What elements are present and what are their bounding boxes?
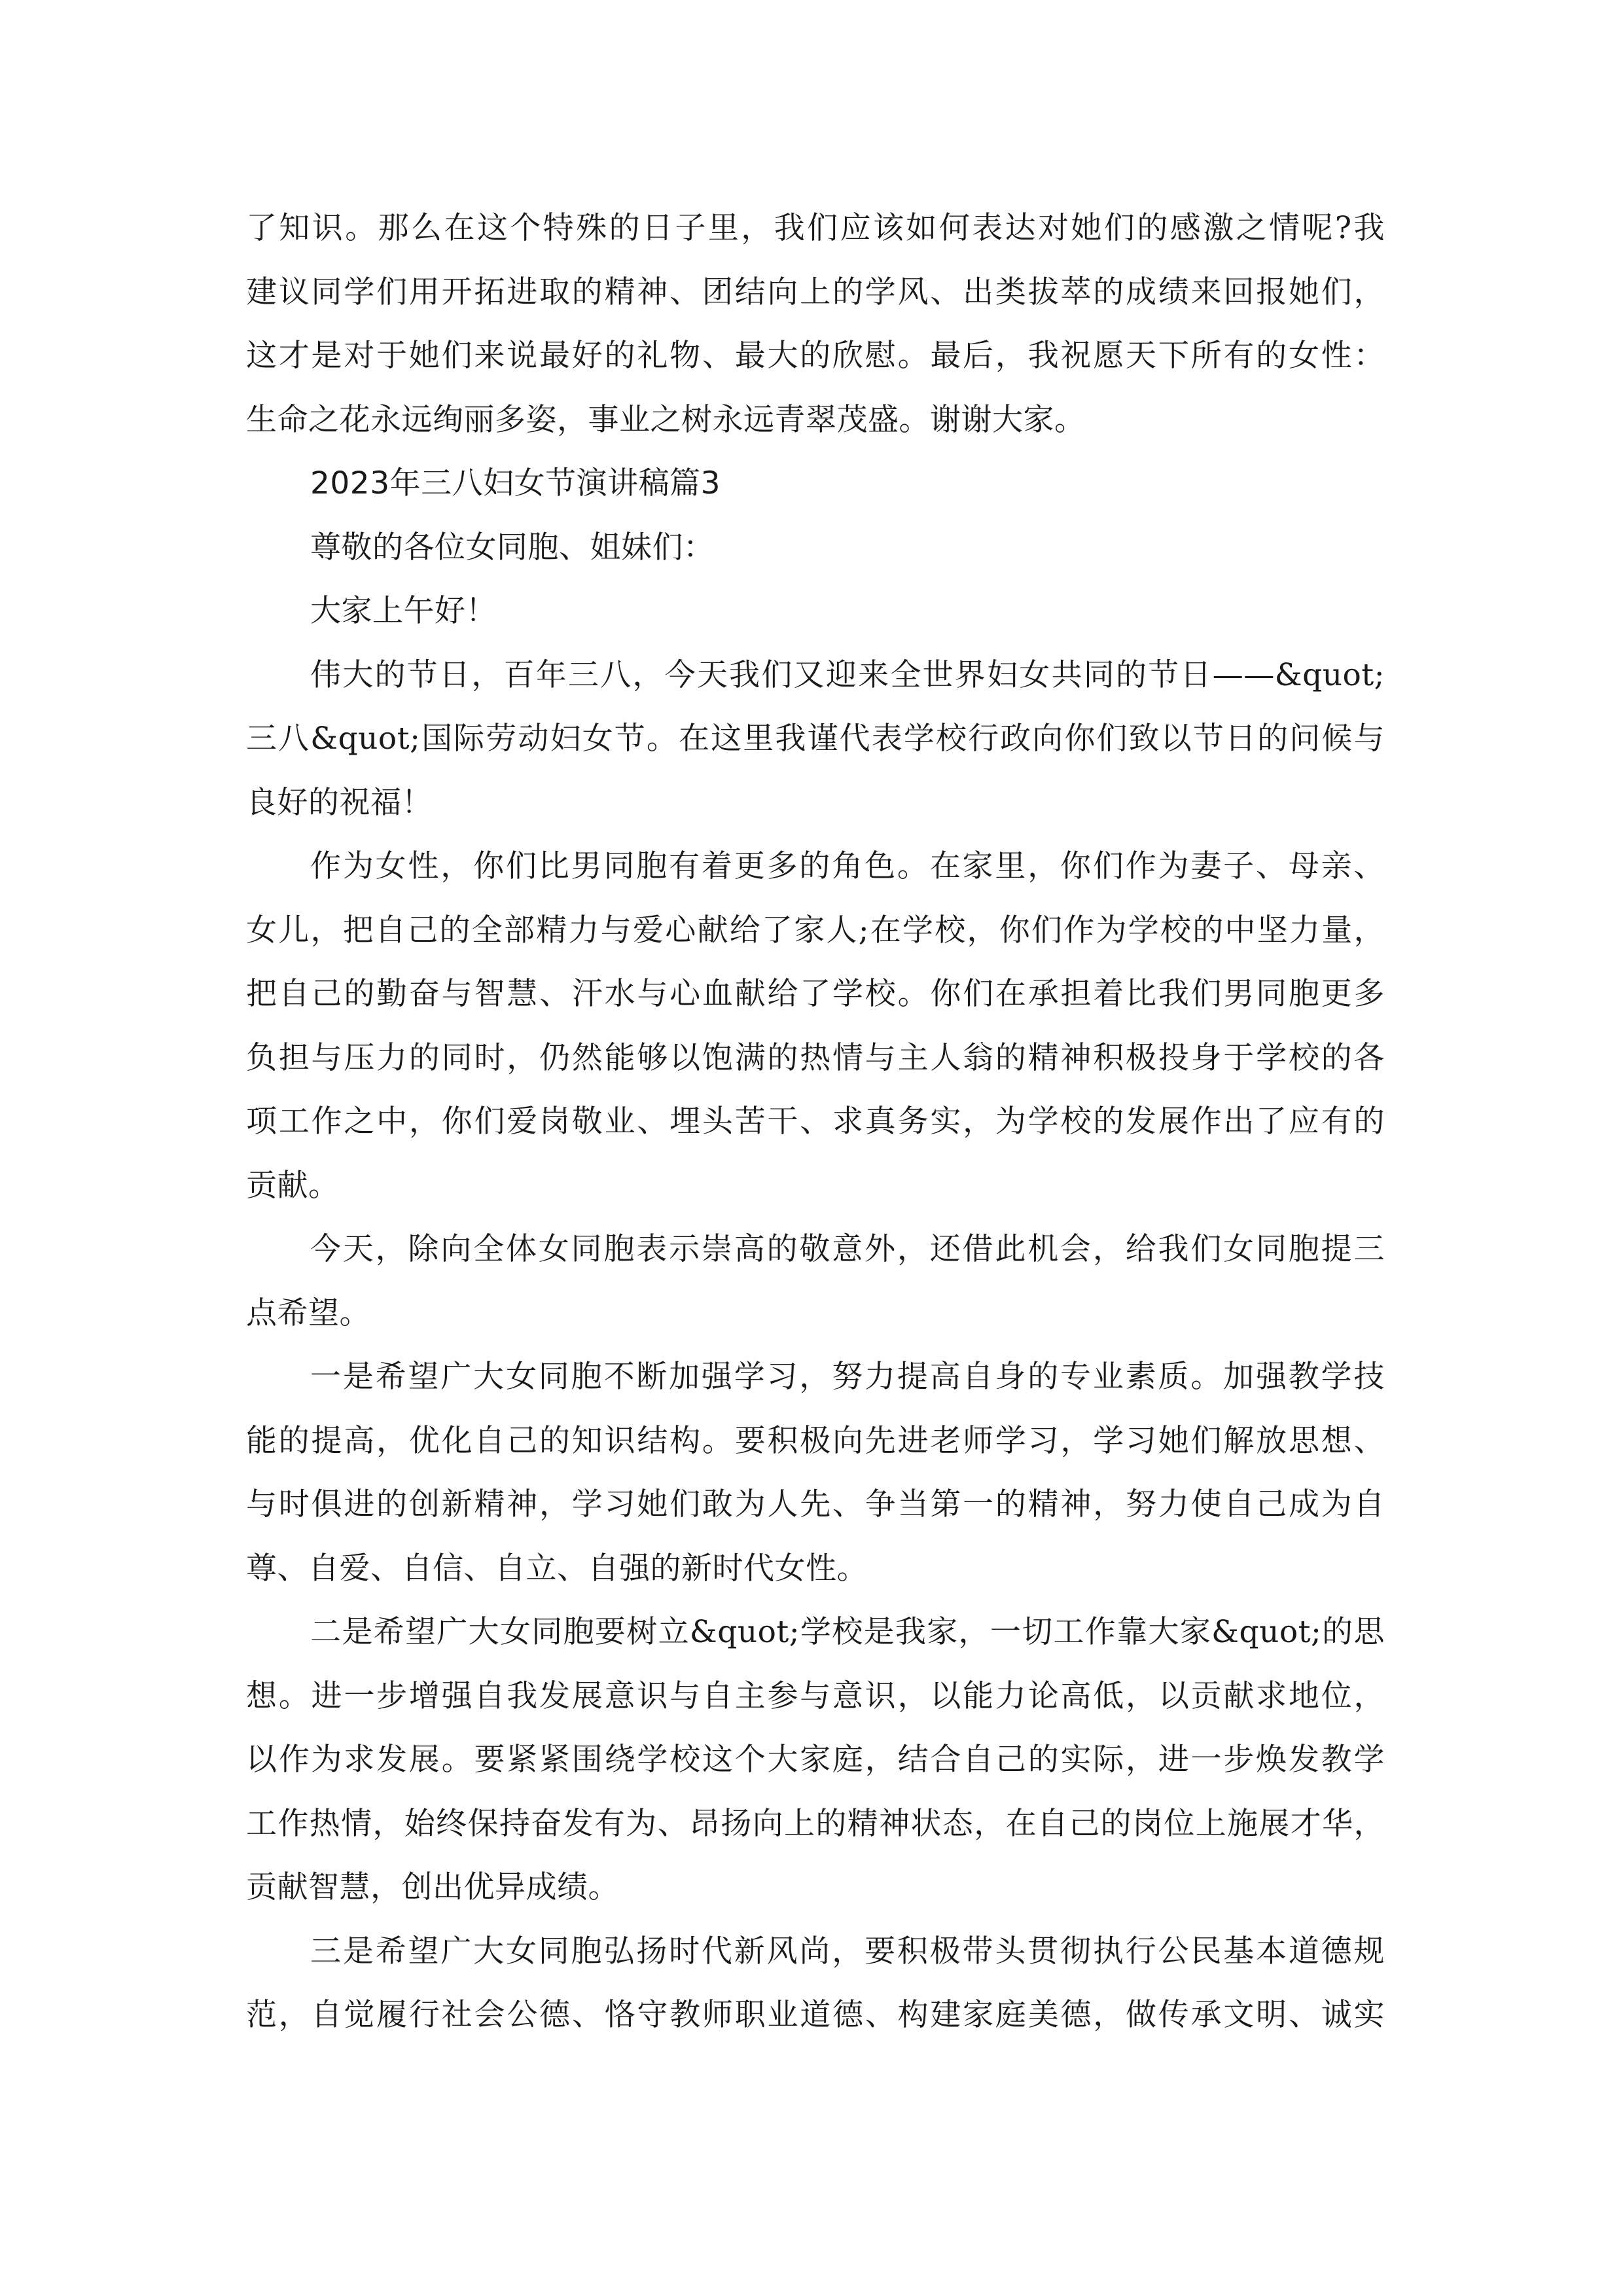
paragraph-line: 与时俱进的创新精神，学习她们敢为人先、争当第一的精神，努力使自己成为自 [246, 1486, 1385, 1522]
paragraph-line: 了知识。那么在这个特殊的日子里，我们应该如何表达对她们的感激之情呢?我 [246, 210, 1385, 246]
greeting: 大家上午好！ [310, 593, 497, 629]
salutation: 尊敬的各位女同胞、姐妹们： [310, 529, 715, 565]
paragraph-line: 这才是对于她们来说最好的礼物、最大的欣慰。最后，我祝愿天下所有的女性： [246, 338, 1385, 374]
paragraph-line: 能的提高，优化自己的知识结构。要积极向先进老师学习，学习她们解放思想、 [246, 1422, 1385, 1459]
paragraph-line: 伟大的节日，百年三八，今天我们又迎来全世界妇女共同的节日——&quot; [310, 656, 1385, 693]
section-heading: 2023年三八妇女节演讲稿篇3 [310, 465, 721, 501]
paragraph-line: 范，自觉履行社会公德、恪守教师职业道德、构建家庭美德，做传承文明、诚实 [246, 1997, 1385, 2033]
paragraph-line: 点希望。 [246, 1295, 370, 1331]
paragraph-line: 尊、自爱、自信、自立、自强的新时代女性。 [246, 1550, 868, 1587]
paragraph-line: 以作为求发展。要紧紧围绕学校这个大家庭，结合自己的实际，进一步焕发教学 [246, 1742, 1385, 1778]
document-page [246, 196, 1385, 2047]
paragraph-line: 贡献智慧，创出优异成绩。 [246, 1869, 619, 1905]
paragraph-line: 二是希望广大女同胞要树立&quot;学校是我家，一切工作靠大家&quot;的思 [310, 1614, 1385, 1650]
paragraph-line: 女儿，把自己的全部精力与爱心献给了家人;在学校，你们作为学校的中坚力量， [246, 912, 1385, 948]
paragraph-line: 作为女性，你们比男同胞有着更多的角色。在家里，你们作为妻子、母亲、 [310, 848, 1385, 884]
paragraph-line: 想。进一步增强自我发展意识与自主参与意识，以能力论高低，以贡献求地位， [246, 1677, 1385, 1714]
paragraph-line: 负担与压力的同时，仍然能够以饱满的热情与主人翁的精神积极投身于学校的各 [246, 1039, 1385, 1076]
paragraph-line: 生命之花永远绚丽多姿，事业之树永远青翠茂盛。谢谢大家。 [246, 401, 1086, 438]
paragraph-line: 今天，除向全体女同胞表示崇高的敬意外，还借此机会，给我们女同胞提三 [310, 1231, 1385, 1267]
paragraph-line: 一是希望广大女同胞不断加强学习，努力提高自身的专业素质。加强教学技 [310, 1359, 1385, 1395]
paragraph-line: 良好的祝福！ [246, 784, 433, 821]
paragraph-line: 建议同学们用开拓进取的精神、团结向上的学风、出类拔萃的成绩来回报她们， [246, 274, 1385, 310]
paragraph-line: 工作热情，始终保持奋发有为、昂扬向上的精神状态，在自己的岗位上施展才华， [246, 1805, 1385, 1842]
paragraph-line: 把自己的勤奋与智慧、汗水与心血献给了学校。你们在承担着比我们男同胞更多 [246, 976, 1385, 1012]
paragraph-line: 三八&quot;国际劳动妇女节。在这里我谨代表学校行政向你们致以节日的问候与 [246, 721, 1385, 757]
paragraph-line: 贡献。 [246, 1167, 340, 1204]
paragraph-line: 项工作之中，你们爱岗敬业、埋头苦干、求真务实，为学校的发展作出了应有的 [246, 1103, 1385, 1139]
paragraph-line: 三是希望广大女同胞弘扬时代新风尚，要积极带头贯彻执行公民基本道德规 [310, 1933, 1385, 1969]
